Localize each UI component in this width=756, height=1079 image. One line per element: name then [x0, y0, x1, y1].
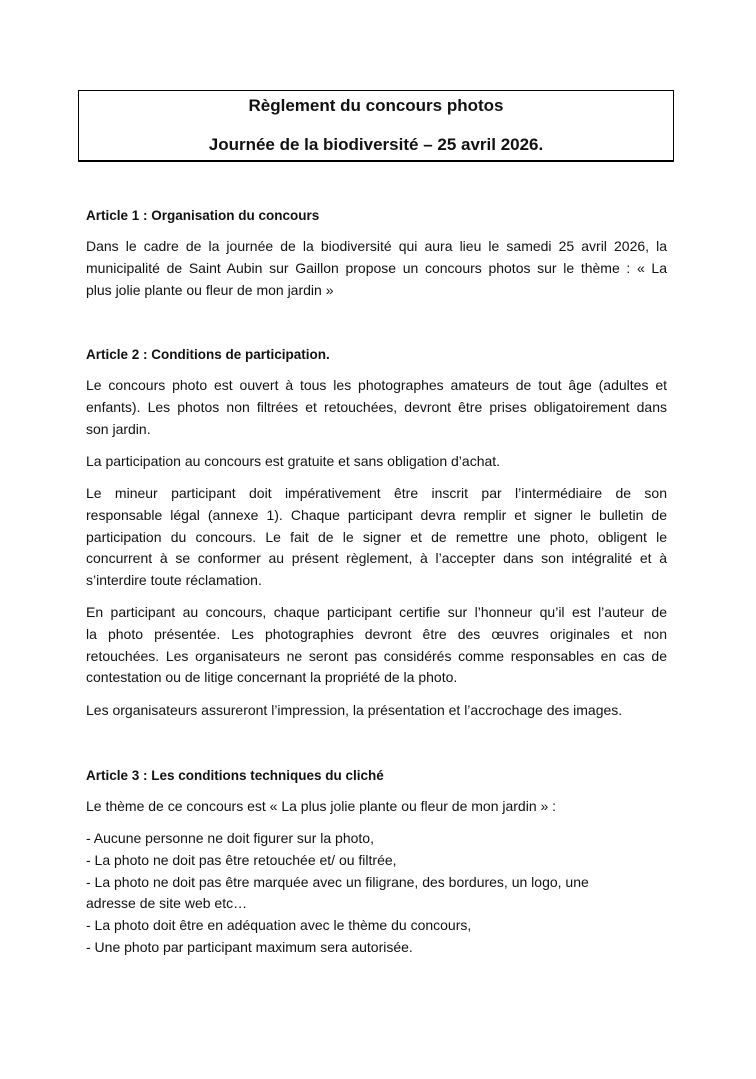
text-line: contestation ou de litige concernant la propriété de la photo.	[86, 669, 458, 686]
text-line: Les organisateurs assureront l’impression, la présentation et l’accrochage des images.	[86, 702, 623, 718]
text-line: adresse de site web etc…	[86, 895, 248, 912]
text-line: - La photo ne doit pas être retouchée et/ ou filtrée,	[86, 851, 397, 868]
text-line: responsable légal (annexe 1). Chaque participant devra remplir et signer le bulletin de	[86, 506, 667, 523]
text-line: Le thème de ce concours est « La plus jolie plante ou fleur de mon jardin » :	[86, 798, 557, 814]
text-line: participation du concours. Le fait de le signer et de remettre une photo, obligent le	[86, 528, 667, 545]
article2-paragraph-1	[86, 375, 667, 440]
text-line: enfants). Les photos non filtrées et retouchées, devront être prises obligatoirement dans	[86, 398, 667, 415]
text-line: concurrent à se conformer au présent règlement, à l’accepter dans son intégralité et à	[86, 550, 667, 567]
text-line: retouchées. Les organisateurs ne seront pas considérés comme responsables en cas de	[86, 647, 667, 664]
document-subtitle: Journée de la biodiversité – 25 avril 2026.	[208, 135, 544, 154]
article1-paragraph	[86, 236, 667, 301]
text-line: Dans le cadre de la journée de la biodiversité qui aura lieu le samedi 25 avril 2026, la	[86, 238, 667, 254]
text-line: Le mineur participant doit impérativement être inscrit par l’intermédiaire de son	[86, 485, 667, 501]
text-line: La participation au concours est gratuite et sans obligation d’achat.	[86, 453, 501, 469]
article2-paragraph-4	[86, 602, 667, 689]
text-line: municipalité de Saint Aubin sur Gaillon propose un concours photos sur le thème : « La	[86, 259, 667, 276]
article1-heading: Article 1 : Organisation du concours	[86, 208, 320, 223]
article2-paragraph-5	[86, 700, 667, 722]
article3-paragraph	[86, 796, 667, 818]
text-line: - Une photo par participant maximum sera autorisée.	[86, 938, 413, 955]
article3-list	[86, 828, 667, 959]
text-line: la photo présentée. Les photographies devront être des œuvres originales et non	[86, 625, 667, 642]
text-line: son jardin.	[86, 420, 151, 437]
text-line: - Aucune personne ne doit figurer sur la photo,	[86, 830, 374, 846]
text-line: - La photo ne doit pas être marquée avec un filigrane, des bordures, un logo, une	[86, 873, 589, 890]
document-title: Règlement du concours photos	[248, 96, 504, 115]
article2-paragraph-3	[86, 483, 667, 592]
title-box	[78, 90, 674, 162]
text-line: s’interdire toute réclamation.	[86, 572, 262, 589]
article2-paragraph-2	[86, 451, 667, 473]
article3-heading: Article 3 : Les conditions techniques du cliché	[86, 768, 384, 783]
text-line: En participant au concours, chaque participant certifie sur l’honneur qu’il est l’auteur de	[86, 604, 667, 620]
text-line: - La photo doit être en adéquation avec le thème du concours,	[86, 917, 472, 934]
text-line: Le concours photo est ouvert à tous les photographes amateurs de tout âge (adultes et	[86, 377, 667, 393]
text-line: plus jolie plante ou fleur de mon jardin »	[86, 281, 334, 298]
article2-heading: Article 2 : Conditions de participation.	[86, 347, 330, 362]
